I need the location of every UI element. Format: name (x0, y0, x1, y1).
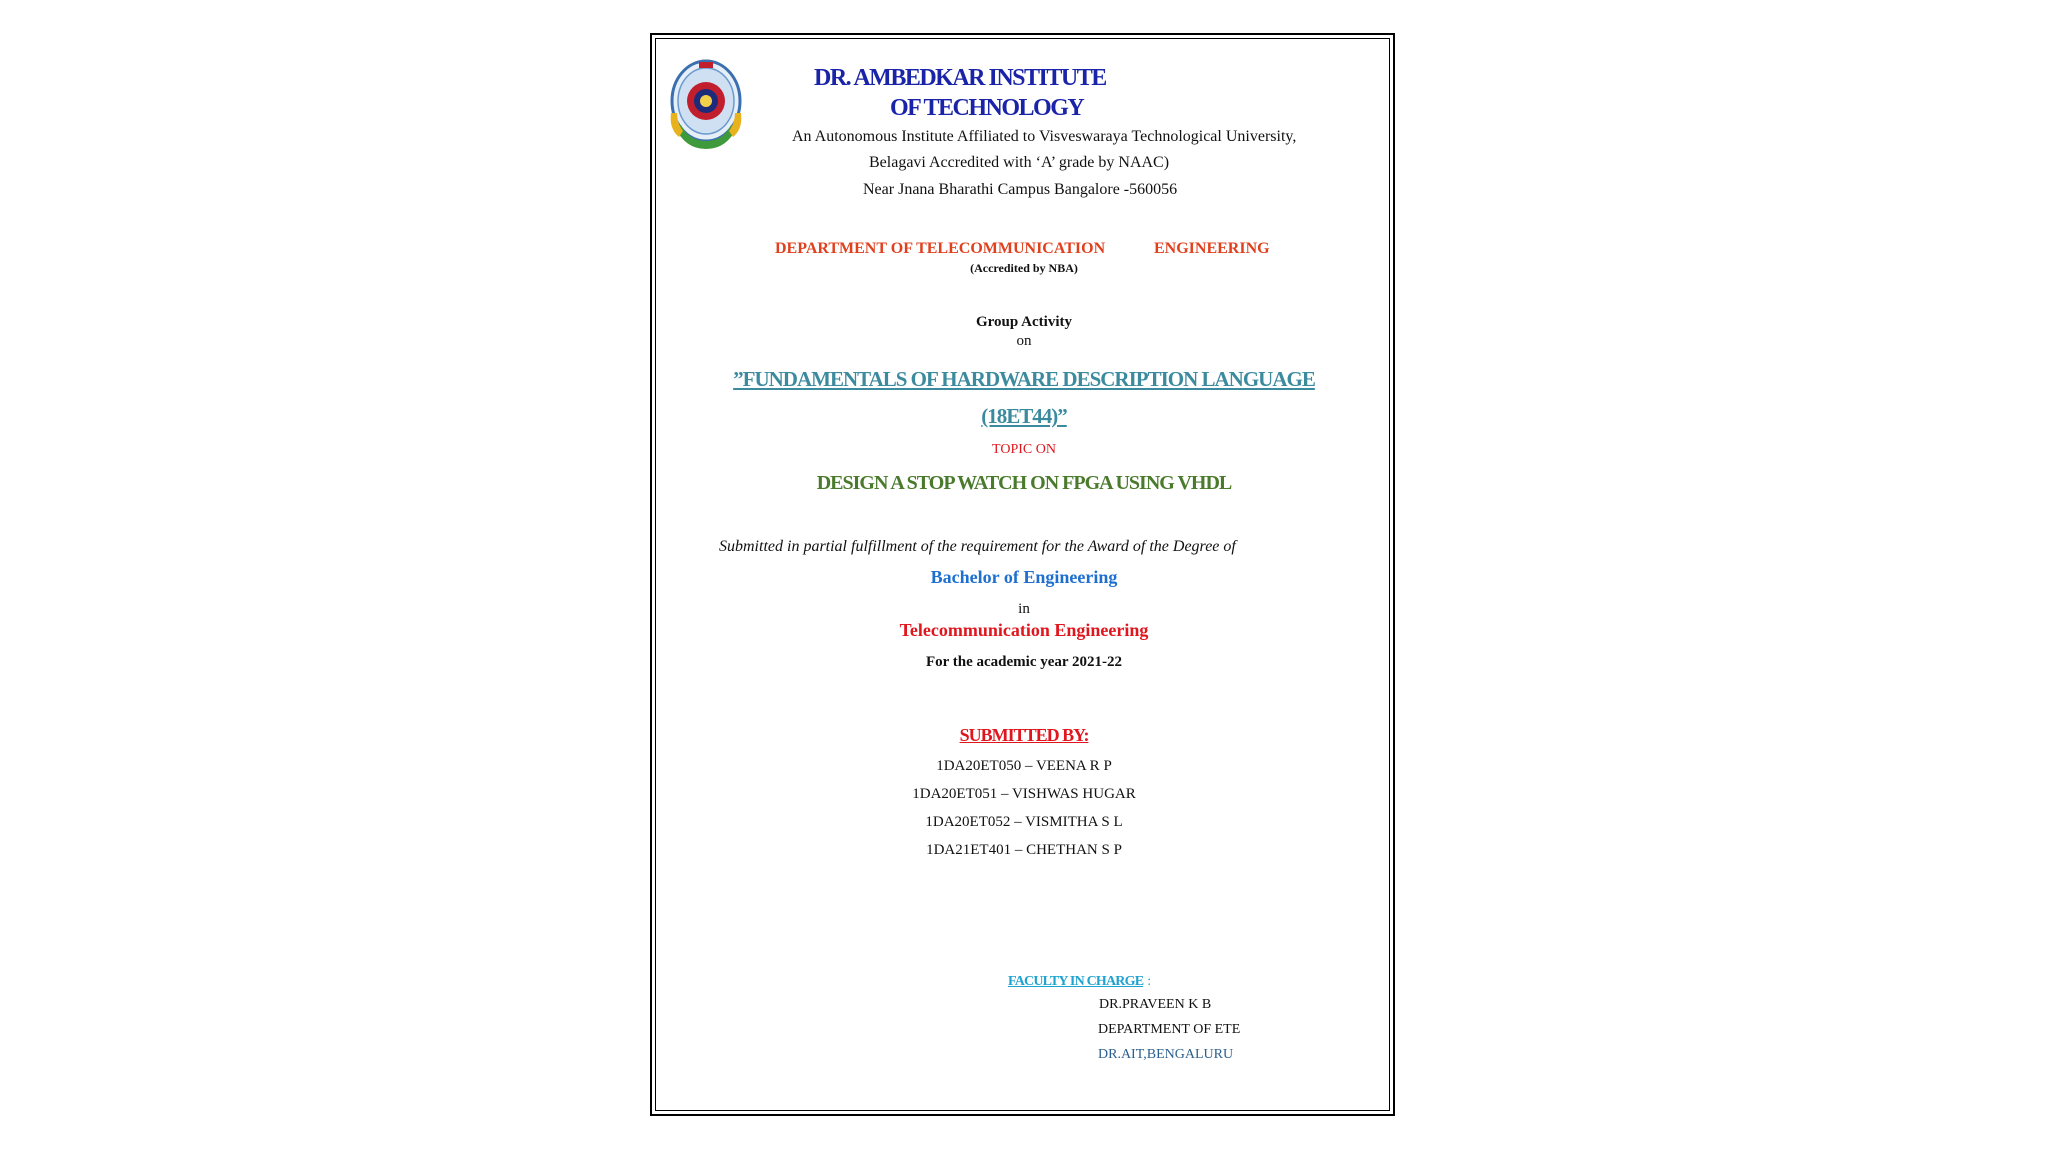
academic-year: For the academic year 2021-22 (925, 654, 1123, 670)
faculty-college: DR.AIT,BENGALURU (1098, 1047, 1234, 1062)
student-entry: 1DA20ET050 – VEENA R P (936, 758, 1112, 774)
accreditation-note: (Accredited by NBA) (970, 261, 1078, 275)
faculty-department: DEPARTMENT OF ETE (1098, 1022, 1241, 1037)
faculty-heading (1008, 972, 1151, 990)
faculty-heading-colon: : (1147, 974, 1152, 989)
institute-affiliation-line2: Belagavi Accredited with ‘A’ grade by NAAC) (869, 154, 1170, 171)
institute-logo-emblem (669, 57, 743, 153)
topic-label: TOPIC ON (992, 442, 1056, 457)
student-entry: 1DA20ET052 – VISMITHA S L (925, 814, 1123, 830)
course-title-line2: (18ET44)” (981, 404, 1067, 428)
course-title-line1: ”FUNDAMENTALS OF HARDWARE DESCRIPTION LANGUAGE (733, 367, 1315, 391)
degree-in: in (1018, 601, 1030, 617)
degree-name: Bachelor of Engineering (930, 567, 1118, 587)
topic-title: DESIGN A STOP WATCH ON FPGA USING VHDL (816, 472, 1232, 494)
submitted-by-heading: SUBMITTED BY: (959, 725, 1089, 745)
faculty-name: DR.PRAVEEN K B (1099, 997, 1212, 1012)
institute-address: Near Jnana Bharathi Campus Bangalore -560056 (863, 181, 1178, 198)
department-name-part2: ENGINEERING (1154, 240, 1270, 257)
institute-affiliation-line1: An Autonomous Institute Affiliated to Visveswaraya Technological University, (792, 128, 1297, 145)
department-name-part1: DEPARTMENT OF TELECOMMUNICATION (775, 240, 1106, 257)
submission-statement: Submitted in partial fulfillment of the requirement for the Award of the Degree of (719, 538, 1236, 555)
institute-name-line2: OF TECHNOLOGY (890, 95, 1084, 121)
faculty-heading-label: FACULTY IN CHARGE (1008, 974, 1144, 989)
student-entry: 1DA20ET051 – VISHWAS HUGAR (912, 786, 1136, 802)
degree-branch: Telecommunication Engineering (899, 620, 1149, 640)
document-page (650, 33, 1395, 1116)
activity-on: on (1016, 333, 1032, 349)
activity-type: Group Activity (976, 314, 1072, 330)
student-entry: 1DA21ET401 – CHETHAN S P (926, 842, 1122, 858)
institute-name-line1: DR. AMBEDKAR INSTITUTE (814, 65, 1106, 91)
